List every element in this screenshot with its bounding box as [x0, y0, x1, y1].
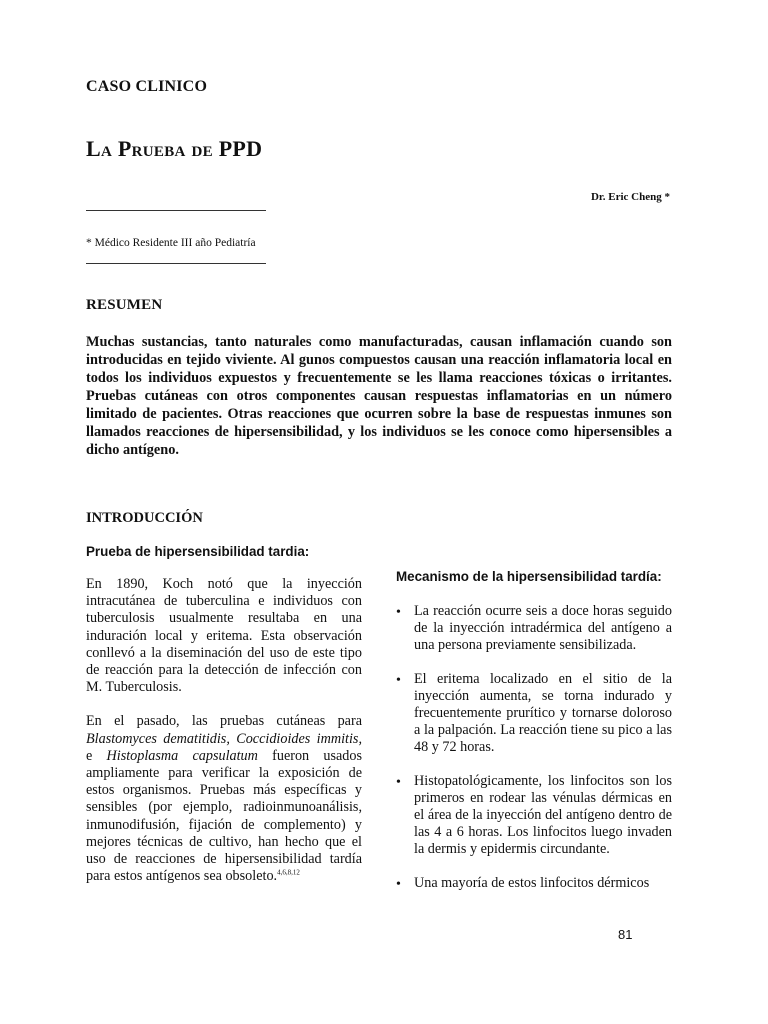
bullet-icon: •	[396, 876, 401, 892]
bullet-icon: •	[396, 774, 401, 790]
intro-paragraph-2	[86, 713, 362, 885]
bullet-icon: •	[396, 605, 401, 620]
citation-superscript: 4,6,8,12	[277, 868, 300, 877]
paragraph-2-part1: En el pasado, las pruebas cutáneas para	[86, 713, 362, 730]
page-number: 81	[618, 927, 633, 942]
mechanism-subheading: Mecanismo de la hipersensibilidad tardía:	[396, 569, 662, 584]
article-title: La Prueba de PPD	[86, 136, 263, 161]
abstract-text: Muchas sustancias, tanto naturales como manufacturadas, causan inflamación cuando son introducidas en tejido viviente. Al gunos compuestos causan una reacción inflamatoria local en todos los individuos expuestos y frecuentemente se les llama reacciones tóxicas o irritantes. Pruebas cutáneas con otros componentes causan respuestas inflamatorias en un número limitado de pacientes. Otras reacciones que ocurren sobre la base de respuestas inmunes son llamados reacciones de hipersensibilidad, y los individuos se les conoce como hipersensibles a dicho antígeno.	[86, 334, 672, 458]
list-item-text: Histopatológicamente, los linfocitos son los primeros en rodear las vénulas dérmicas en el área de la inyección del antígeno dentro de las 4 a 6 horas. Los linfocitos luego invaden la dermis y epidermis circundante.	[414, 772, 672, 858]
list-item-text: Una mayoría de estos linfocitos dérmicos	[414, 874, 650, 891]
introduction-subheading: Prueba de hipersensibilidad tardia:	[86, 544, 310, 559]
list-item	[396, 603, 672, 655]
introduction-heading: INTRODUCCIÓN	[86, 510, 203, 526]
paragraph-2-part3: fueron usados ampliamente para verificar la exposición de estos organismos. Pruebas más específicas y sensibles (por ejemplo, radioinmunoanálisis, inmunodifusión, fijación de complemento) y mejores técnicas de cultivo, han hecho que el uso de reacciones de hipersensibilidad tardía para estos antígenos sea obsoleto.	[86, 747, 362, 885]
section-label: CASO CLINICO	[86, 78, 208, 95]
list-item-text: La reacción ocurre seis a doce horas seguido de la inyección intradérmica del antígeno a una persona previamente sensibilizada.	[414, 603, 672, 654]
bullet-icon: •	[396, 672, 401, 688]
paragraph-2-part2: e	[86, 747, 107, 764]
abstract-heading: RESUMEN	[86, 297, 163, 313]
organism-names-1: Blastomyces dematitidis, Coccidioides immitis,	[86, 730, 362, 747]
left-column	[86, 576, 362, 885]
right-column	[396, 603, 672, 892]
list-item	[396, 875, 672, 892]
organism-name-2: Histoplasma capsulatum	[106, 747, 258, 764]
divider-bottom	[86, 263, 266, 264]
author-name: Dr. Eric Cheng *	[590, 191, 670, 203]
author-footnote: * Médico Residente III año Pediatría	[86, 237, 256, 249]
intro-paragraph-1: En 1890, Koch notó que la inyección intracutánea de tuberculina e individuos con tuberculosis usualmente resultaba en una induración local y eritema. Esta observación conllevó a la diseminación del uso de este tipo de reacción para la detección de infección con M. Tuberculosis.	[86, 576, 362, 696]
list-item-text: El eritema localizado en el sitio de la inyección aumenta, se torna indurado y frecuentemente prurítico y tornarse doloroso a la palpación. La reacción tiene su pico a las 48 y 72 horas.	[414, 670, 672, 756]
divider-top	[86, 210, 266, 211]
mechanism-list	[396, 603, 672, 892]
list-item	[396, 773, 672, 859]
list-item	[396, 671, 672, 757]
